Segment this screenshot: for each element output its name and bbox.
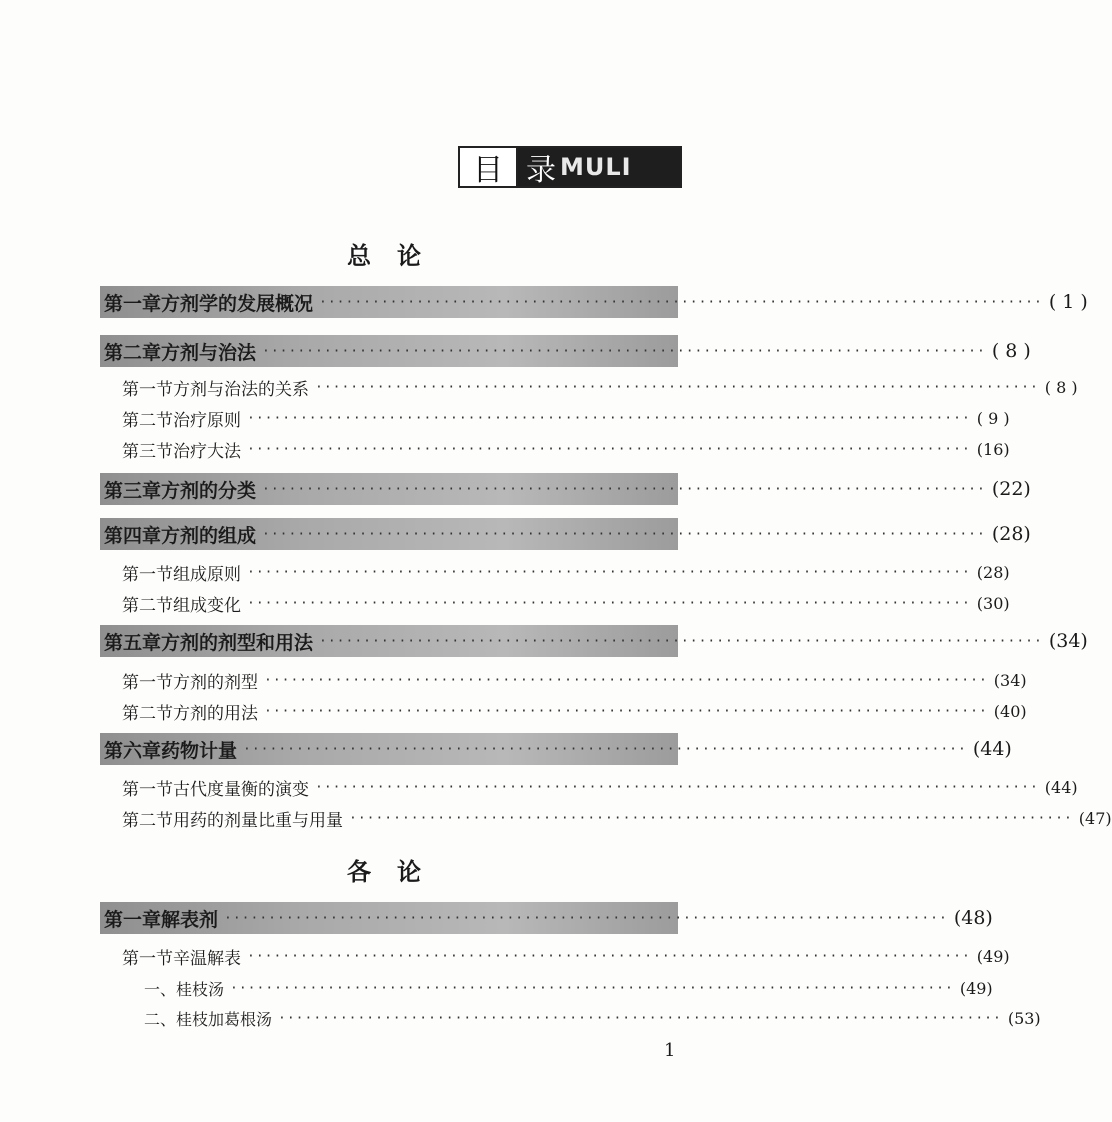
leader-dots: ··················································································	[247, 595, 971, 611]
toc-item[interactable]	[100, 975, 993, 1001]
section-title: 方剂与治法的关系	[173, 379, 309, 400]
toc-chapter[interactable]	[100, 902, 993, 934]
item-number: 二、	[144, 1009, 177, 1029]
chapter-title: 方剂的剂型和用法	[161, 631, 314, 654]
page-number: (16)	[976, 439, 1010, 459]
page-number: (28)	[976, 562, 1010, 582]
toc-chapter[interactable]	[100, 625, 1088, 657]
toc-section[interactable]	[100, 804, 1112, 832]
section-title: 治疗原则	[173, 410, 241, 431]
toc-title-latin: MULI	[560, 153, 632, 181]
page-number: (34)	[993, 670, 1027, 690]
toc-title-banner	[458, 146, 682, 188]
toc-title-char-1: 目	[460, 148, 518, 186]
toc-title-char-2: 录	[526, 153, 556, 188]
leader-dots: ··················································································	[278, 1010, 1002, 1026]
page-number: (30)	[976, 593, 1010, 613]
leader-dots: ··················································································	[247, 441, 971, 457]
section-number: 第二节	[122, 810, 173, 831]
page-number: (44)	[1044, 777, 1078, 797]
page-number: (47)	[1078, 808, 1112, 828]
page-number: (44)	[972, 738, 1012, 760]
toc-section[interactable]	[100, 697, 1027, 725]
section-title: 组成变化	[173, 595, 241, 616]
leader-dots: ··················································································	[247, 410, 971, 426]
leader-dots: ··················································································	[262, 481, 986, 497]
leader-dots: ··················································································	[224, 910, 948, 926]
section-title: 用药的剂量比重与用量	[173, 810, 343, 831]
leader-dots: ··················································································	[264, 672, 988, 688]
section-number: 第一节	[122, 672, 173, 693]
page-number: (49)	[959, 978, 993, 998]
chapter-number: 第一章	[104, 908, 162, 931]
toc-chapter[interactable]	[100, 733, 1012, 765]
leader-dots: ··················································································	[319, 294, 1043, 310]
page-number: ( 8 )	[1044, 377, 1078, 397]
section-title: 组成原则	[173, 564, 241, 585]
section-number: 第一节	[122, 564, 173, 585]
section-number: 第二节	[122, 703, 173, 724]
toc-section[interactable]	[100, 435, 1010, 463]
section-title: 古代度量衡的演变	[173, 779, 309, 800]
leader-dots: ··················································································	[230, 980, 954, 996]
page-number: (53)	[1007, 1008, 1041, 1028]
toc-section[interactable]	[100, 773, 1078, 801]
page-number: (40)	[993, 701, 1027, 721]
section-title: 方剂的剂型	[173, 672, 258, 693]
chapter-title: 方剂学的发展概况	[161, 292, 314, 315]
toc-chapter[interactable]	[100, 335, 1031, 367]
page-number: (34)	[1048, 630, 1088, 652]
page-number: ( 8 )	[991, 340, 1031, 362]
chapter-title: 解表剂	[161, 908, 219, 931]
leader-dots: ··················································································	[315, 779, 1039, 795]
leader-dots: ··················································································	[349, 810, 1073, 826]
chapter-number: 第一章	[104, 292, 162, 315]
chapter-title: 方剂与治法	[161, 341, 257, 364]
section-title: 辛温解表	[173, 948, 241, 969]
page-number: (49)	[976, 946, 1010, 966]
section-title: 方剂的用法	[173, 703, 258, 724]
section-heading-specific: 各论	[347, 858, 447, 886]
section-number: 第一节	[122, 379, 173, 400]
item-title: 桂枝汤	[176, 979, 225, 999]
page-number: ( 1 )	[1048, 291, 1088, 313]
toc-chapter[interactable]	[100, 518, 1031, 550]
toc-section[interactable]	[100, 589, 1010, 617]
item-title: 桂枝加葛根汤	[176, 1009, 273, 1029]
page-folio: 1	[664, 1040, 676, 1061]
chapter-number: 第二章	[104, 341, 162, 364]
leader-dots: ··················································································	[262, 526, 986, 542]
toc-item[interactable]	[100, 1005, 1041, 1031]
leader-dots: ··················································································	[262, 343, 986, 359]
section-title: 治疗大法	[173, 441, 241, 462]
leader-dots: ··················································································	[247, 564, 971, 580]
item-number: 一、	[144, 979, 177, 999]
toc-section[interactable]	[100, 666, 1027, 694]
chapter-number: 第五章	[104, 631, 162, 654]
section-number: 第二节	[122, 595, 173, 616]
toc-section[interactable]	[100, 404, 1010, 432]
chapter-number: 第三章	[104, 479, 162, 502]
chapter-number: 第六章	[104, 739, 162, 762]
chapter-title: 药物计量	[161, 739, 238, 762]
page-number: (48)	[953, 907, 993, 929]
section-number: 第二节	[122, 410, 173, 431]
leader-dots: ··················································································	[247, 948, 971, 964]
toc-chapter[interactable]	[100, 286, 1088, 318]
chapter-title: 方剂的分类	[161, 479, 257, 502]
leader-dots: ··················································································	[319, 633, 1043, 649]
toc-section[interactable]	[100, 942, 1010, 970]
section-number: 第一节	[122, 779, 173, 800]
leader-dots: ··················································································	[243, 741, 967, 757]
leader-dots: ··················································································	[264, 703, 988, 719]
page-number: ( 9 )	[976, 408, 1010, 428]
section-number: 第一节	[122, 948, 173, 969]
chapter-number: 第四章	[104, 524, 162, 547]
section-number: 第三节	[122, 441, 173, 462]
toc-chapter[interactable]	[100, 473, 1031, 505]
page-number: (28)	[991, 523, 1031, 545]
toc-section[interactable]	[100, 558, 1010, 586]
leader-dots: ··················································································	[315, 379, 1039, 395]
chapter-title: 方剂的组成	[161, 524, 257, 547]
section-heading-general: 总论	[347, 242, 447, 270]
page-number: (22)	[991, 478, 1031, 500]
toc-section[interactable]	[100, 373, 1078, 401]
